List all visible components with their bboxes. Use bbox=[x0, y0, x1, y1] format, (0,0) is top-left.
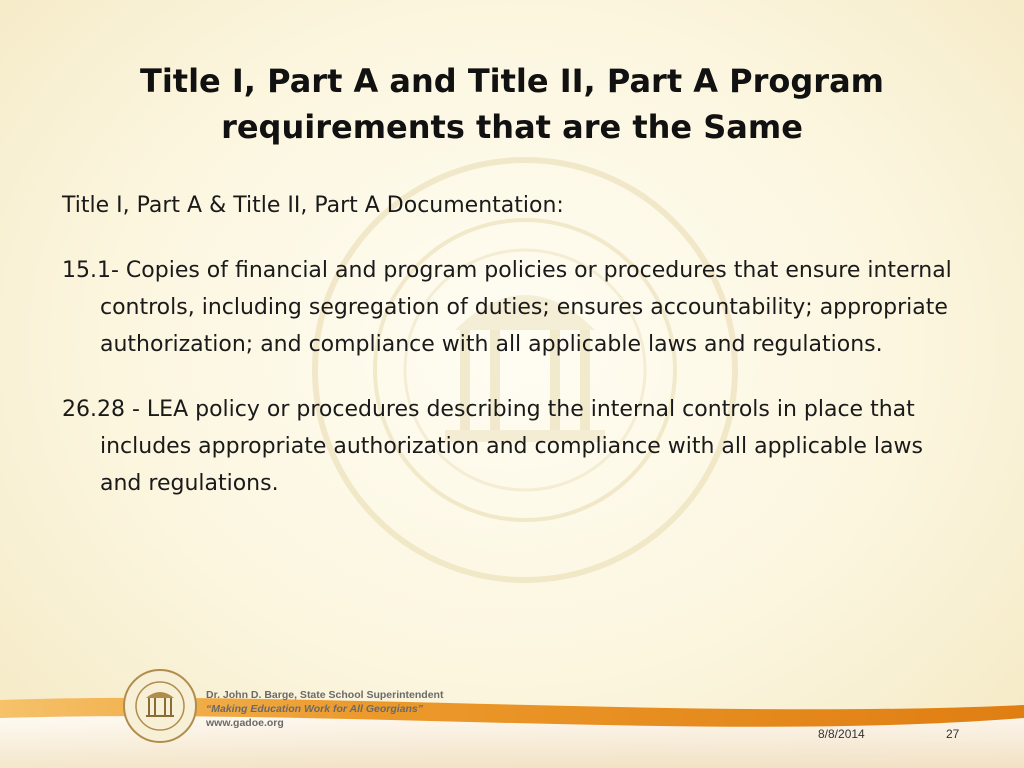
slide-date: 8/8/2014 bbox=[818, 727, 865, 741]
website-link[interactable]: www.gadoe.org bbox=[206, 717, 284, 729]
list-item: 26.28 - LEA policy or procedures describing the internal controls in place that includes appropriate authorization and compliance with all applicable laws and regulations. bbox=[62, 397, 923, 496]
page-number: 27 bbox=[946, 727, 960, 741]
superintendent-name: Dr. John D. Barge, State School Superintendent bbox=[206, 689, 444, 701]
department-seal-icon bbox=[122, 668, 198, 744]
footer-motto: “Making Education Work for All Georgians” bbox=[206, 703, 424, 715]
slide-title-line-1: Title I, Part A and Title II, Part A Program bbox=[139, 62, 884, 100]
slide-title-line-2: requirements that are the Same bbox=[221, 108, 803, 146]
subheading: Title I, Part A & Title II, Part A Documentation: bbox=[62, 193, 564, 218]
list-item: 15.1- Copies of financial and program policies or procedures that ensure internal controls, including segregation of duties; ensures accountability; appropriate authorization; and compliance with all applicable laws and regulations. bbox=[62, 258, 952, 357]
footer-text bbox=[206, 688, 443, 730]
